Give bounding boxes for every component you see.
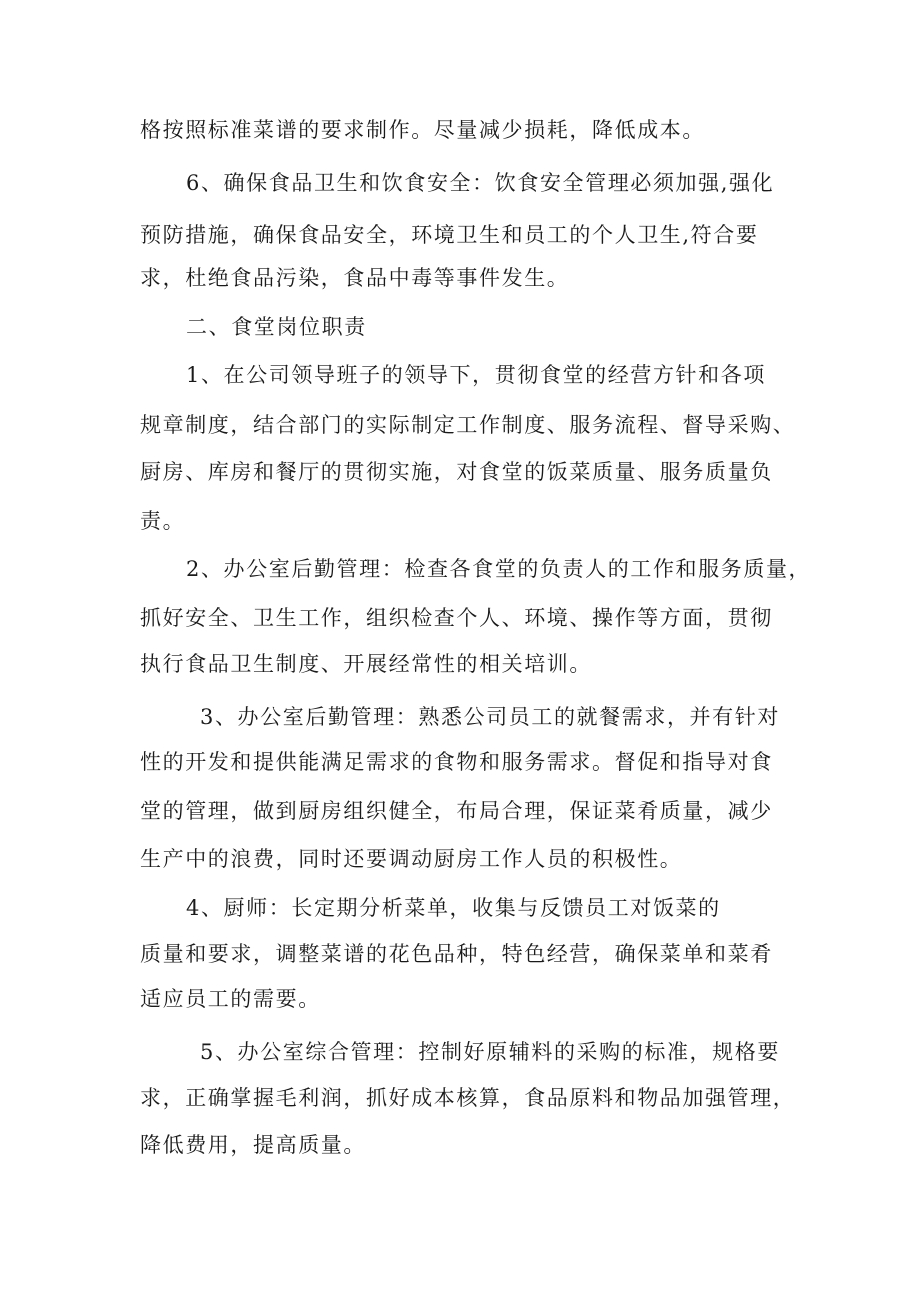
text-line: 生产中的浪费，同时还要调动厨房工作人员的积极性。	[140, 847, 683, 871]
text-line: 抓好安全、卫生工作，组织检查个人、环境、操作等方面，贯彻	[140, 606, 773, 630]
text-line: 堂的管理，做到厨房组织健全，布局合理，保证菜肴质量，减少	[140, 799, 773, 823]
text-line: 质量和要求，调整菜谱的花色品种，特色经营，确保菜单和菜肴	[140, 942, 773, 966]
item-5-heading-line: 5、办公室综合管理：控制好原辅料的采购的标准，规格要	[200, 1040, 780, 1064]
text-line: 执行食品卫生制度、开展经常性的相关培训。	[140, 652, 592, 676]
text-line: 预防措施，确保食品安全，环境卫生和员工的个人卫生,符合要	[140, 223, 759, 247]
text-line: 格按照标准菜谱的要求制作。尽量减少损耗，降低成本。	[140, 118, 705, 142]
text-line: 适应员工的需要。	[140, 987, 321, 1011]
item-3-heading-line: 3、办公室后勤管理：熟悉公司员工的就餐需求，并有针对	[200, 705, 780, 729]
text-line: 求，正确掌握毛利润，抓好成本核算，食品原料和物品加强管理，	[140, 1086, 796, 1110]
section-heading: 二、食堂岗位职责	[186, 315, 367, 339]
text-line: 责。	[140, 509, 186, 533]
text-line: 性的开发和提供能满足需求的食物和服务需求。督促和指导对食	[140, 750, 773, 774]
item-1-heading-line: 1、在公司领导班子的领导下，贯彻食堂的经营方针和各项	[186, 363, 766, 387]
text-line: 降低费用，提高质量。	[140, 1133, 366, 1157]
text-line: 求，杜绝食品污染，食品中毒等事件发生。	[140, 266, 570, 290]
item-4-heading-line: 4、厨师：长定期分析菜单，收集与反馈员工对饭菜的	[186, 896, 721, 920]
text-line: 规章制度，结合部门的实际制定工作制度、服务流程、督导采购、	[140, 413, 796, 437]
item-2-heading-line: 2、办公室后勤管理：检查各食堂的负责人的工作和服务质量，	[186, 557, 812, 581]
text-line: 厨房、库房和餐厅的贯彻实施，对食堂的饭菜质量、服务质量负	[140, 460, 773, 484]
item-6-heading-line: 6、确保食品卫生和饮食安全：饮食安全管理必须加强,强化	[186, 171, 775, 195]
